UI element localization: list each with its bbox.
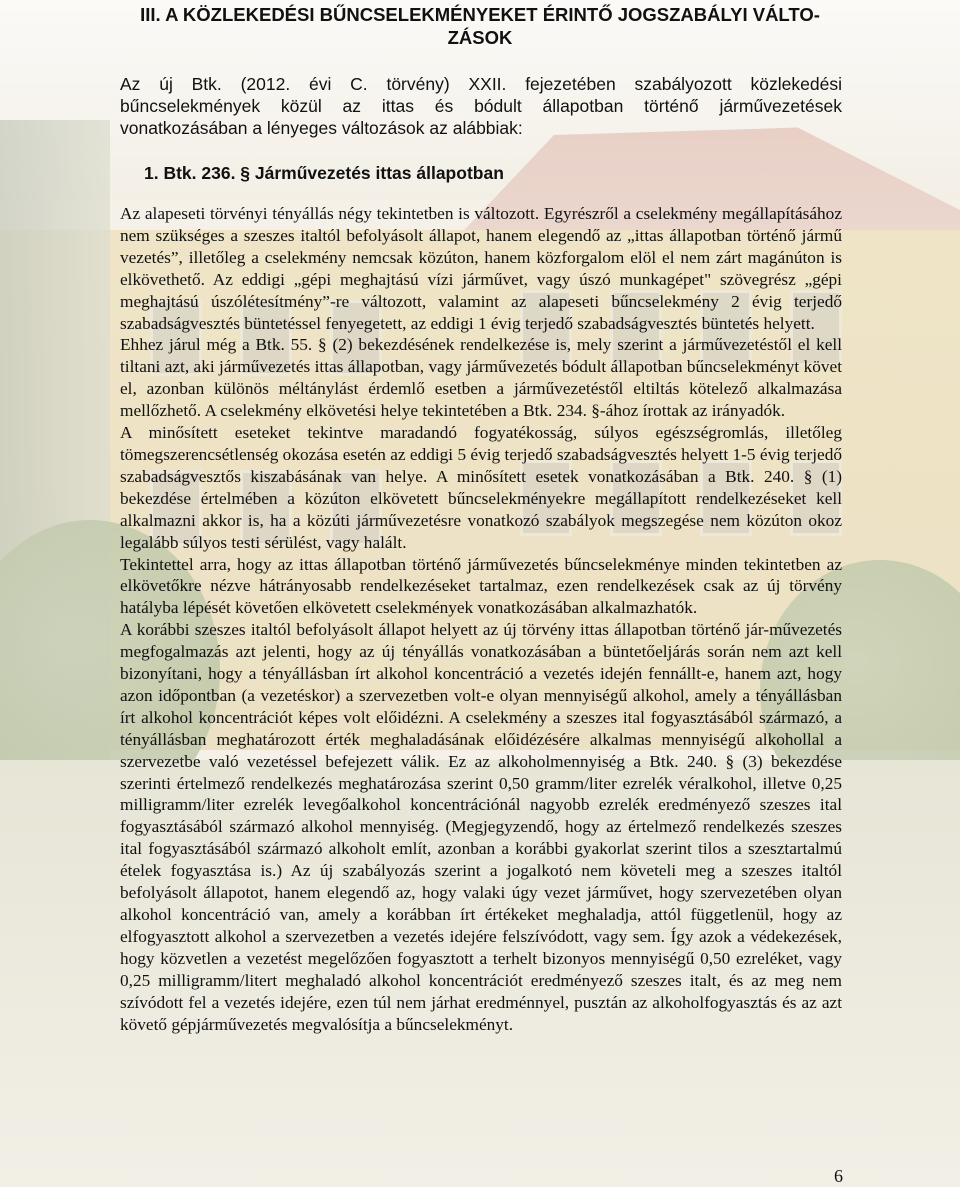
paragraph: Az alapeseti törvényi tényállás négy tekintetben is változott. Egyrészről a cselekmény megállapításához nem szükséges a szeszes italtól befolyásolt állapot, hanem elegendő az „ittas állapotban történő jármű vezetés”, illetőleg a cselekmény nemcsak közúton, hanem közforgalom elöl el nem zárt magánúton is elkövethető. Az eddigi „gépi meghajtású vízi járművet, vagy úszó munkagépet" szövegrész „gépi meghajtású úszólétesítmény”-re változott, valamint az alapeseti bűncselekmény 2 évig terjedő szabadságvesztés büntetéssel fenyegetett, az eddigi 1 évig terjedő szabadságvesztés büntetés helyett. <box>120 204 842 333</box>
section-heading: 1. Btk. 236. § Járművezetés ittas állapotban <box>144 163 504 183</box>
paragraph: Ehhez járul még a Btk. 55. § (2) bekezdésének rendelkezése is, mely szerint a járművezetéstől el kell tiltani azt, aki járművezetés ittas állapotban, vagy járművezetés bódult állapotban bűncselekményt követ el, azonban különös méltánylást érdemlő esetben a járművezetéstől eltiltás kötelező alkalmazása mellőzhető. A cselekmény elkövetési helye tekintetében a Btk. 234. §-ához írottak az irányadók. <box>120 335 842 421</box>
intro-paragraph: Az új Btk. (2012. évi C. törvény) XXII. fejezetében szabályozott közlekedési bűncselekmények közül az ittas és bódult állapotban történő járművezetések vonatkozásában a lényeges változások az alábbiak: <box>120 74 842 138</box>
page-number: 6 <box>834 1166 843 1186</box>
paragraph: A minősített eseteket tekintve maradandó fogyatékosság, súlyos egészségromlás, illetőleg tömegszerencsétlenség okozása esetén az eddigi 5 évig terjedő szabadságvesztés helyett 1-5 évig terjedő szabadságvesztős kiszabásának van helye. A minősített esetek vonatkozásában a Btk. 240. § (1) bekezdése értelmében a közúton elkövetett bűncselekményekre megállapított rendelkezéseket kell alkalmazni akkor is, ha a közúti járművezetésre vonatkozó szabályok megszegése nem közúton okoz legalább súlyos testi sérülést, vagy halált. <box>120 423 842 552</box>
paragraph: Tekintettel arra, hogy az ittas állapotban történő járművezetés bűncselekménye minden tekintetben az elkövetőkre nézve hátrányosabb rendelkezéseket tartalmaz, ezen rendelkezések csak az új törvény hatályba lépését követően elkövetett cselekmények vonatkozásában alkalmazhatók. <box>120 554 842 618</box>
paragraph: A korábbi szeszes italtól befolyásolt állapot helyett az új törvény ittas állapotban történő jár-művezetés megfogalmazás azt jelenti, hogy az új tényállás vonatkozásában a büntetőeljárás során nem azt kell bizonyítani, hogy a tényállásban írt alkohol koncentráció a vezetés idején fennállt-e, hanem azt, hogy azon időpontban (a vezetéskor) a szervezetben volt-e olyan mennyiségű alkohol, amely a tényállásban írt alkohol koncentrációt képes volt előidézni. A cselekmény a szeszes ital fogyasztásából származó, a tényállásban meghatározott érték meghaladásának előidézésére alkalmas mennyiségű alkohollal a szervezetbe való vezetéssel befejezett válik. Ez az alkoholmennyiség a Btk. 240. § (3) bekezdése szerinti értelmező rendelkezés meghatározása szerint 0,50 gramm/liter ezrelék véralkohol, illetve 0,25 milligramm/liter ezrelék levegőalkohol koncentrációnál nagyobb ezrelék eredményező szeszes ital fogyasztásából származó alkohol mennyiség. (Megjegyzendő, hogy az értelmező rendelkezés szeszes ital fogyasztásából származó alkoholt említ, azonban a korábbi gyakorlat szerint tilos a szesztartalmú ételek fogyasztása is.) Az új szabályozás szerint a jogalkotó nem követeli meg a szeszes italtól befolyásolt állapotot, hanem elegendő az, hogy valaki úgy vezet járművet, hogy szervezetében olyan alkohol koncentráció van, amely a korábban írt értékeket meghaladja, attól függetlenül, hogy az elfogyasztott alkohol a szervezetben a vezetés idejére felszívódott, vagy sem. Így azok a védekezések, hogy közvetlen a vezetést megelőzően fogyasztott a terhelt bizonyos mennyiségű 0,50 ezreléket, vagy 0,25 milligramm/litert meghaladó alkohol koncentrációt eredményező szeszes italt, és az meg nem szívódott fel a vezetés idejére, ezen túl nem járhat eredménnyel, pusztán az alkoholfogyasztás és az azt követő gépjárművezetés megvalósítja a bűncselekményt. <box>120 620 842 1034</box>
page-title: III. A KÖZLEKEDÉSI BŰNCSELEKMÉNYEKET ÉRINTŐ JOGSZABÁLYI VÁLTO-ZÁSOK <box>140 4 820 48</box>
body-text <box>120 203 842 1035</box>
